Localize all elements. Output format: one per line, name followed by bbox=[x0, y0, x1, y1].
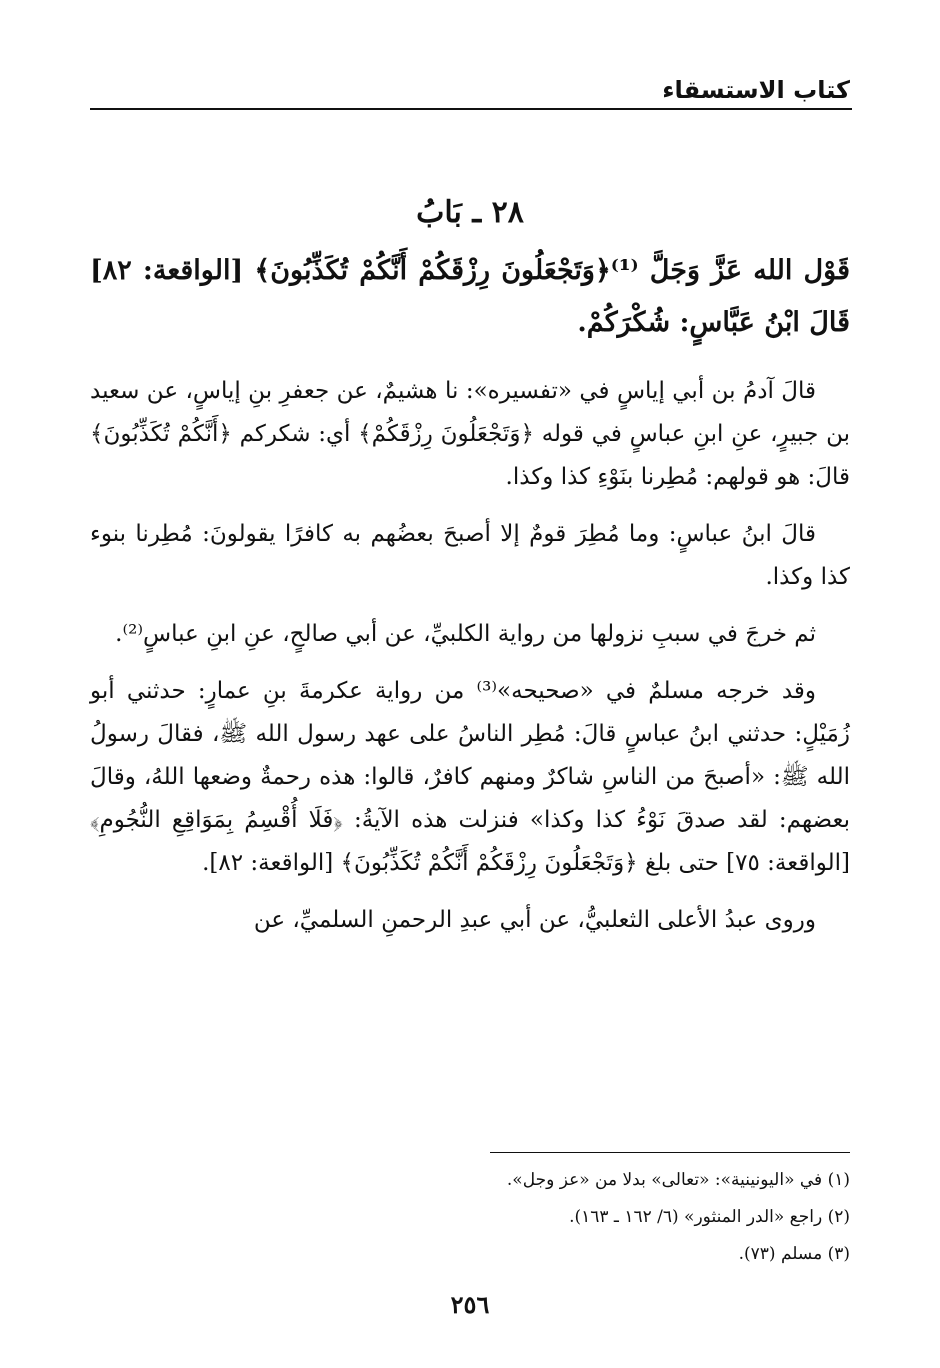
footnotes bbox=[90, 1162, 850, 1273]
page-number: ٢٥٦ bbox=[450, 1290, 490, 1319]
paragraph: وقد خرجه مسلمٌ في «صحيحه»⁽³⁾ من رواية عكرمةَ بنِ عمارٍ: حدثني أبو زُمَيْلٍ: حدثني ابنُ عباسٍ قالَ: مُطِر الناسُ على عهد رسول الله ﷺ، فقالَ رسولُ الله ﷺ: «أصبحَ من الناسِ شاكرٌ ومنهم كافرٌ، قالوا: هذه رحمةٌ وضعها اللهُ، وقالَ بعضهم: لقد صدقَ نَوْءُ كذا وكذا» فنزلت هذه الآيةُ: ﴿فَلَا أُقْسِمُ بِمَوَاقِعِ النُّجُومِ﴾ [الواقعة: ٧٥] حتى بلغ ﴿وَتَجْعَلُونَ رِزْقَكُمْ أَنَّكُمْ تُكَذِّبُونَ﴾ [الواقعة: ٨٢]. bbox=[90, 678, 850, 876]
chapter-heading: قَوْل الله عَزَّ وَجَلَّ ⁽¹⁾﴿وَتَجْعَلُونَ رِزْقَكُمْ أَنَّكُمْ تُكَذِّبُونَ﴾ [الواقعة: ٨٢] قَالَ ابْنُ عَبَّاسٍ: شُكْرَكُمْ. bbox=[90, 255, 850, 338]
paragraph: قالَ آدمُ بن أبي إياسٍ في «تفسيره»: نا هشيمٌ، عن جعفرِ بنِ إياسٍ، عن سعيد بن جبيرٍ، عنِ ابنِ عباسٍ في قوله ﴿وَتَجْعَلُونَ رِزْقَكُمْ﴾ أي: شكركم ﴿أَنَّكُمْ تُكَذِّبُونَ﴾ قالَ: هو قولهم: مُطِرنا بنَوْءِ كذا وكذا. bbox=[90, 378, 850, 490]
header-rule bbox=[90, 108, 852, 110]
footnote: (٢) راجع «الدر المنثور» (٦/ ١٦٢ ـ ١٦٣). bbox=[569, 1207, 850, 1227]
body-text bbox=[90, 370, 850, 956]
paragraph: قالَ ابنُ عباسٍ: وما مُطِرَ قومٌ إلا أصبحَ بعضُهم به كافرًا يقولونَ: مُطِرنا بنوء كذا وكذا. bbox=[90, 521, 850, 590]
chapter-title: ٢٨ ـ بَابُ bbox=[416, 195, 524, 230]
footnote-rule bbox=[490, 1152, 850, 1153]
footnote: (١) في «اليونينية»: «تعالى» بدلا من «عز وجل». bbox=[506, 1170, 850, 1190]
paragraph: ثم خرجَ في سببِ نزولها من رواية الكلبيِّ، عن أبي صالحٍ، عنِ ابنِ عباسٍ⁽²⁾. bbox=[115, 621, 816, 647]
paragraph: وروى عبدُ الأعلى الثعلبيُّ، عن أبي عبدِ الرحمنِ السلميِّ، عن bbox=[253, 907, 816, 933]
footnote: (٣) مسلم (٧٣). bbox=[738, 1244, 850, 1264]
running-header: كتاب الاستسقاء bbox=[662, 76, 850, 104]
